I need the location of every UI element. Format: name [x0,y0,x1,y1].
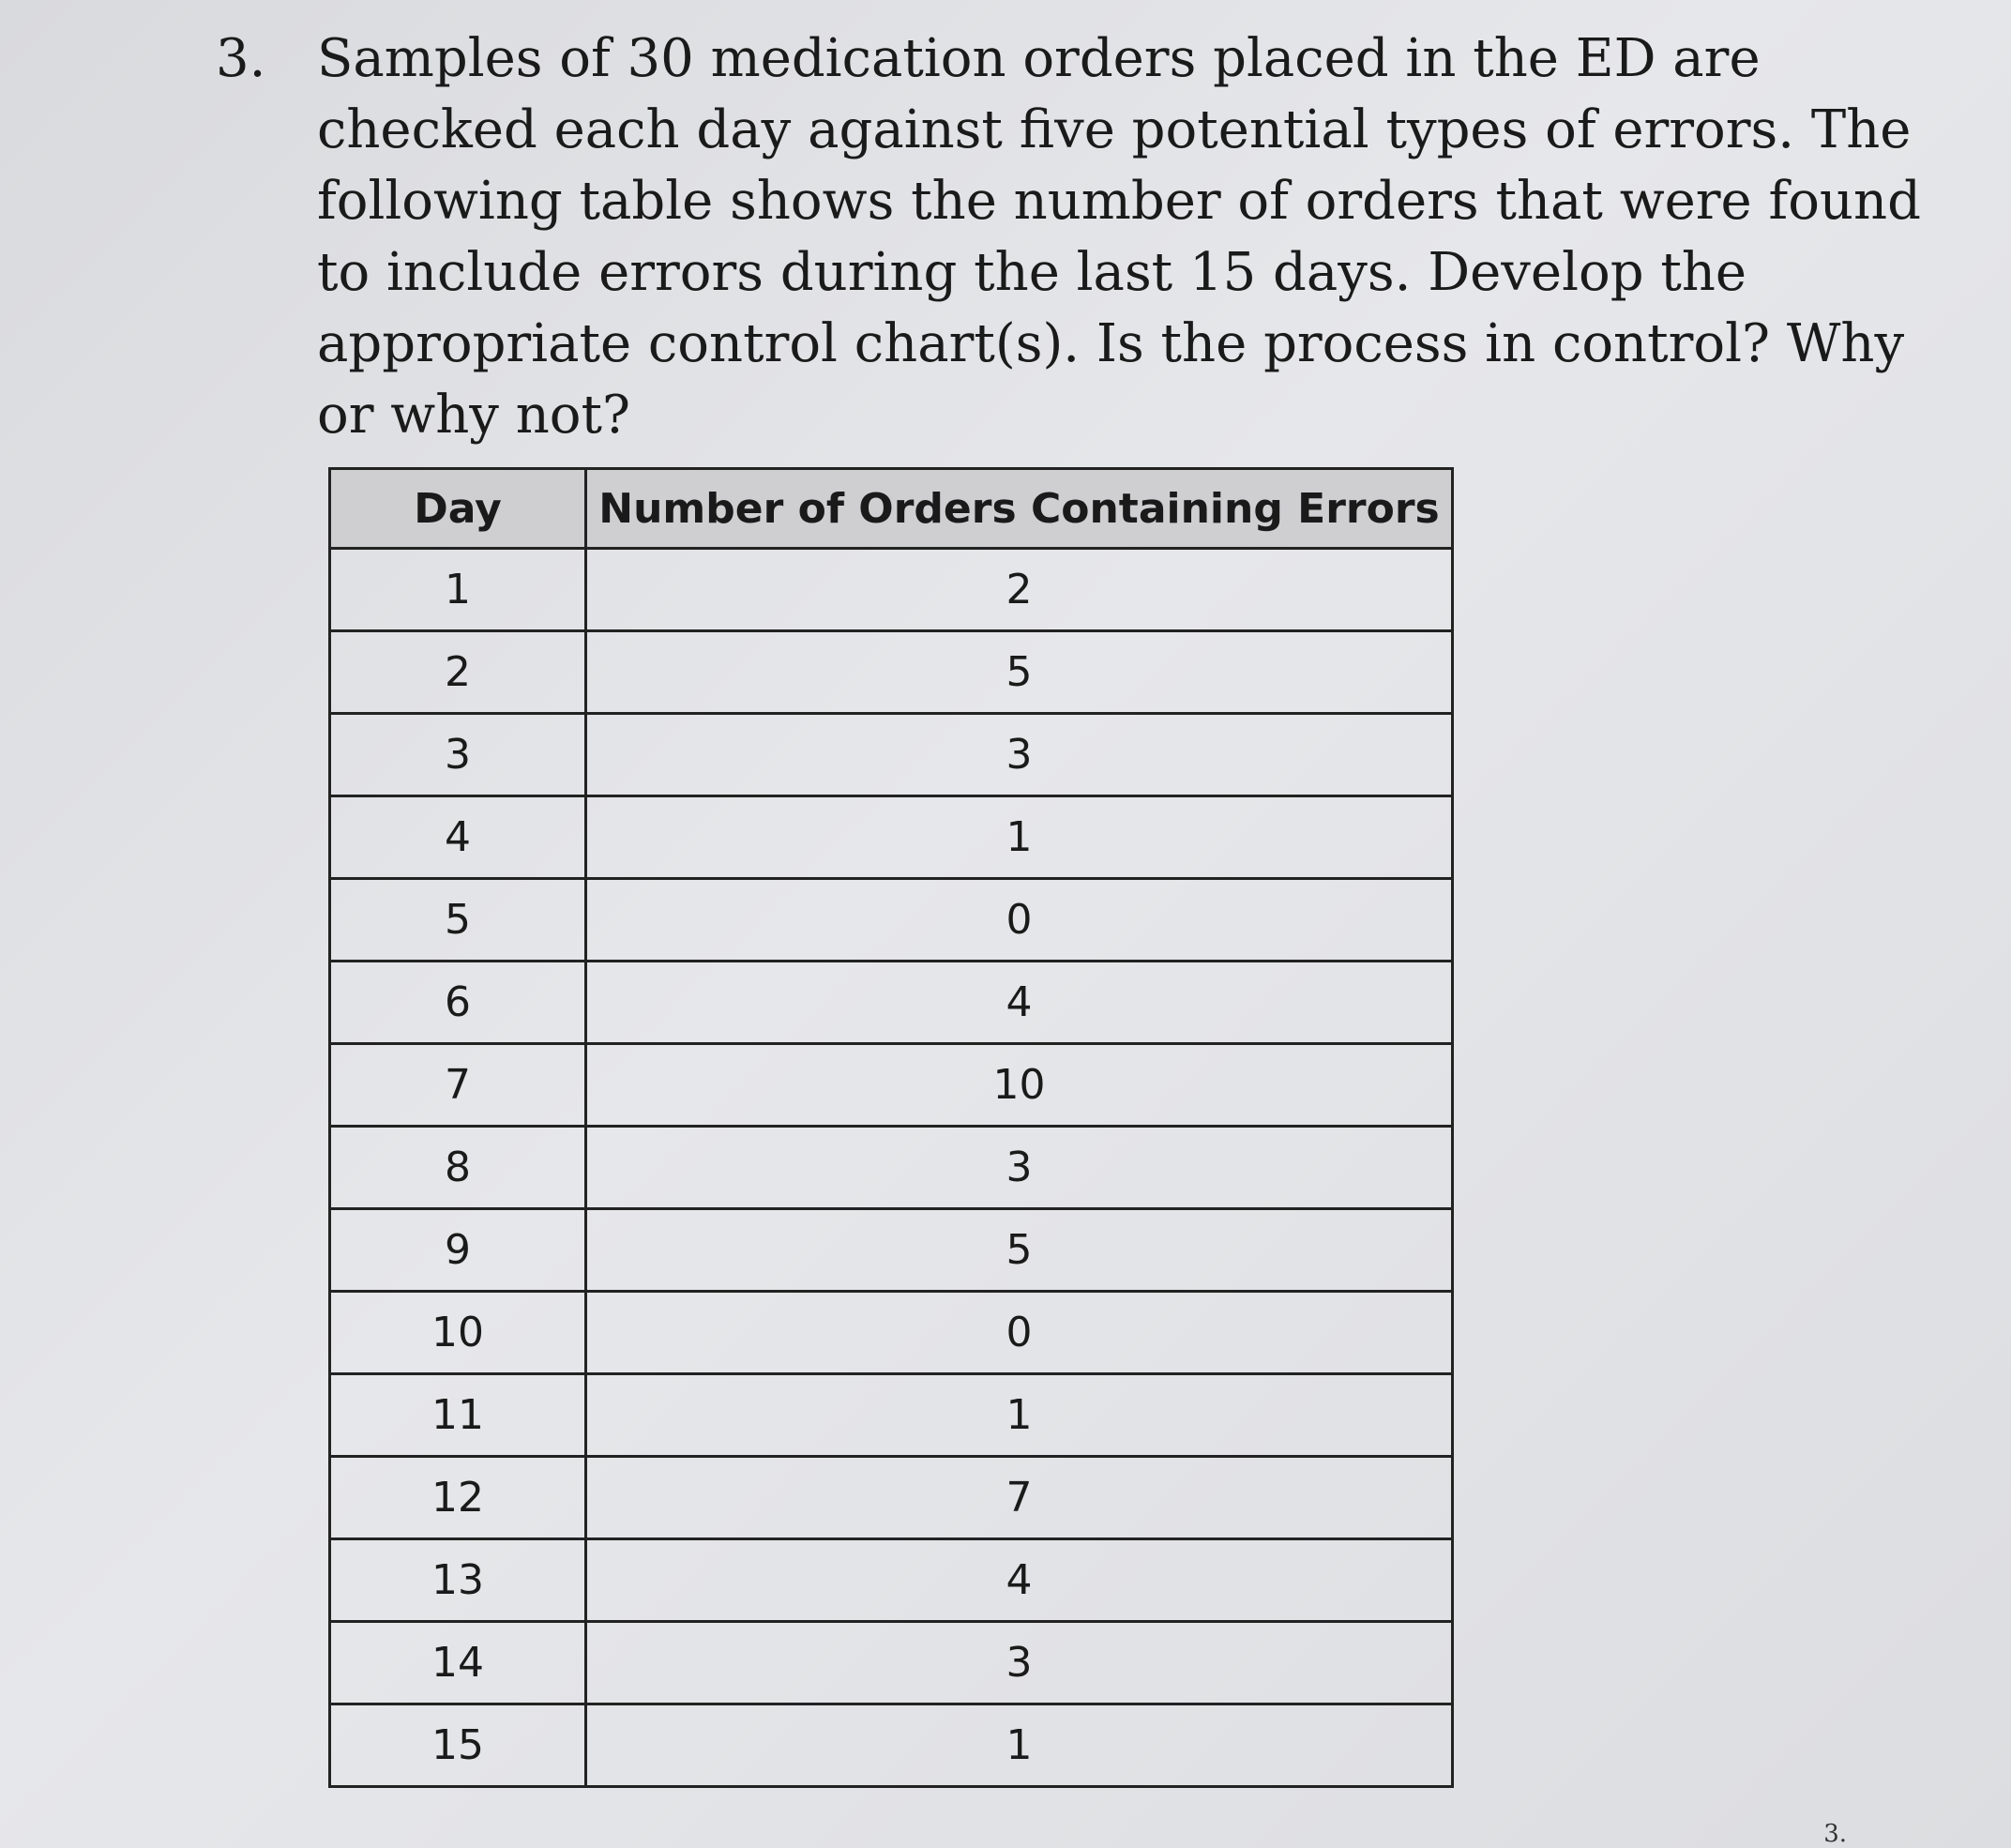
day-cell: 10 [330,1292,586,1374]
errors-cell: 3 [586,1127,1453,1209]
day-cell: 2 [330,631,586,714]
errors-cell: 10 [586,1044,1453,1127]
table-row [330,1704,1453,1787]
table-row [330,1292,1453,1374]
table-row [330,1044,1453,1127]
errors-cell: 5 [586,631,1453,714]
errors-cell: 2 [586,549,1453,631]
day-cell: 12 [330,1457,586,1539]
errors-cell: 7 [586,1457,1453,1539]
table-row [330,549,1453,631]
day-cell: 3 [330,714,586,796]
table-header-row [330,469,1453,549]
table-row [330,879,1453,962]
header-day: Day [330,469,586,549]
day-cell: 13 [330,1539,586,1622]
day-cell: 11 [330,1374,586,1457]
errors-cell: 3 [586,714,1453,796]
problem-number: 3. [216,28,266,89]
table-row [330,962,1453,1044]
errors-cell: 3 [586,1622,1453,1704]
errors-cell: 1 [586,1704,1453,1787]
table-row [330,796,1453,879]
table-row [330,1539,1453,1622]
day-cell: 7 [330,1044,586,1127]
day-cell: 15 [330,1704,586,1787]
day-cell: 1 [330,549,586,631]
errors-cell: 4 [586,962,1453,1044]
table-row [330,714,1453,796]
errors-cell: 4 [586,1539,1453,1622]
day-cell: 5 [330,879,586,962]
day-cell: 8 [330,1127,586,1209]
table-row [330,1457,1453,1539]
errors-cell: 0 [586,879,1453,962]
day-cell: 14 [330,1622,586,1704]
table-row [330,1209,1453,1292]
day-cell: 9 [330,1209,586,1292]
errors-cell: 1 [586,796,1453,879]
day-cell: 6 [330,962,586,1044]
table-row [330,1127,1453,1209]
table-body [330,549,1453,1787]
table-row [330,631,1453,714]
errors-cell: 0 [586,1292,1453,1374]
problem-statement: Samples of 30 medication orders placed in the ED are checked each day against five potential types of errors. The following table shows the number of orders that were found to include errors during the last 15 days. Develop the appropriate control chart(s). Is the process in control? Why or why not? [317,28,1921,446]
header-orders-with-errors: Number of Orders Containing Errors [586,469,1453,549]
errors-cell: 1 [586,1374,1453,1457]
error-orders-table [328,467,1454,1788]
page-number: 3. [1823,1820,1847,1848]
table-row [330,1622,1453,1704]
day-cell: 4 [330,796,586,879]
errors-cell: 5 [586,1209,1453,1292]
table-row [330,1374,1453,1457]
